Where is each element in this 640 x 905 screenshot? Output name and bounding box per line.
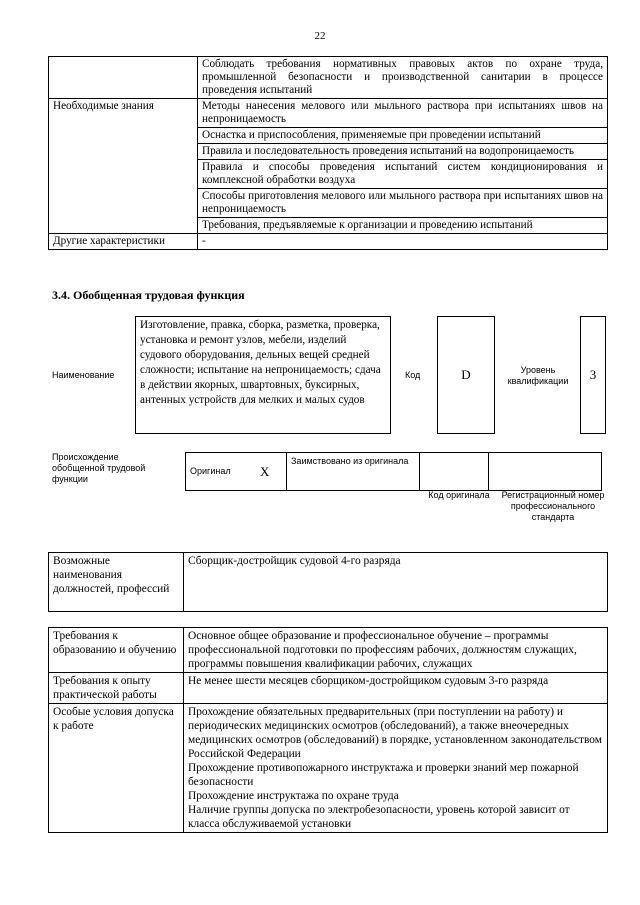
row-text: -	[198, 234, 608, 250]
code-value: D	[437, 316, 495, 434]
page-number: 22	[314, 30, 326, 42]
origin-label: Происхождение обобщенной трудовой функции	[52, 452, 146, 484]
original-code-cell	[420, 453, 489, 491]
function-name-box: Изготовление, правка, сборка, разметка, проверка, установка и ремонт узлов, мебели, изделий судового оборудования, дельных вещей средней сложности; испытание на непроницаемость; сдача в действии якорных, швартовных, буксирных, антенных устройств для мелких и малых судов	[135, 316, 391, 434]
row-text: Правила и способы проведения испытаний систем кондиционирования и комплексной обработки воздуха	[198, 160, 608, 189]
requirement-label: Особые условия допуска к работе	[49, 704, 184, 833]
requirement-line: Прохождение обязательных предварительных (при поступлении на работу) и периодических медицинских осмотров (обследований), а также внеочередных медицинских осмотров (обследований) в порядке, установленном законодательством Российской Федерации	[188, 706, 602, 760]
origin-table	[185, 452, 602, 491]
original-mark: X	[256, 453, 287, 491]
requirement-line: Прохождение противопожарного инструктажа и проверки знаний мер пожарной безопасности	[188, 762, 579, 788]
row-text: Соблюдать требования нормативных правовых актов по охране труда, промышленной безопасности и производственной санитарии в процессе проведения испытаний	[198, 57, 608, 99]
borrowed-label: Заимствовано из оригинала	[287, 453, 420, 491]
requirement-value	[184, 704, 608, 833]
table-row	[49, 57, 608, 99]
requirement-line: Наличие группы допуска по электробезопасности, уровень которой зависит от класса обслуживаемой установки	[188, 804, 570, 830]
row-label: Другие характеристики	[49, 234, 198, 250]
requirement-line: Не менее шести месяцев сборщиком-достройщиком судовым 3-го разряда	[188, 675, 549, 687]
requirement-line: Прохождение инструктажа по охране труда	[188, 790, 399, 802]
code-caption: Код оригинала	[428, 490, 490, 500]
row-text: Требования, предъявляемые к организации и проведению испытаний	[198, 218, 608, 234]
positions-table	[48, 552, 608, 612]
row-text: Правила и последовательность проведения испытаний на водопроницаемость	[198, 144, 608, 160]
positions-label: Возможные наименования должностей, профессий	[49, 553, 184, 612]
registration-number-cell	[489, 453, 602, 491]
row-text: Оснастка и приспособления, применяемые при проведении испытаний	[198, 128, 608, 144]
code-label: Код	[405, 370, 421, 380]
requirements-table	[48, 627, 608, 833]
requirement-value	[184, 673, 608, 704]
row-text: Способы приготовления мелового или мыльного раствора при испытаниях швов на непроницаемость	[198, 189, 608, 218]
positions-value: Сборщик-достройщик судовой 4-го разряда	[184, 553, 608, 612]
table-row	[186, 453, 602, 491]
table-row	[49, 704, 608, 833]
row-label	[49, 57, 198, 99]
row-label: Необходимые знания	[49, 99, 198, 234]
original-label: Оригинал	[186, 453, 257, 491]
level-value: 3	[580, 316, 606, 434]
level-label: Уровень квалификации	[507, 365, 569, 386]
requirement-label: Требования к опыту практической работы	[49, 673, 184, 704]
table-row	[49, 628, 608, 673]
table-row	[49, 553, 608, 612]
name-label: Наименование	[52, 370, 115, 380]
knowledge-table	[48, 56, 608, 250]
requirement-value	[184, 628, 608, 673]
requirement-line: Основное общее образование и профессиональное обучение – программы профессиональной подготовки по профессиям рабочих, должностям служащих, программы повышения квалификации рабочих, служащих	[188, 630, 577, 670]
reg-caption: Регистрационный номер профессионального стандарта	[501, 490, 605, 522]
section-heading: 3.4. Обобщенная трудовая функция	[52, 288, 245, 302]
table-row	[49, 673, 608, 704]
requirement-label: Требования к образованию и обучению	[49, 628, 184, 673]
table-row	[49, 99, 608, 128]
table-row	[49, 234, 608, 250]
row-text: Методы нанесения мелового или мыльного раствора при испытаниях швов на непроницаемость	[198, 99, 608, 128]
